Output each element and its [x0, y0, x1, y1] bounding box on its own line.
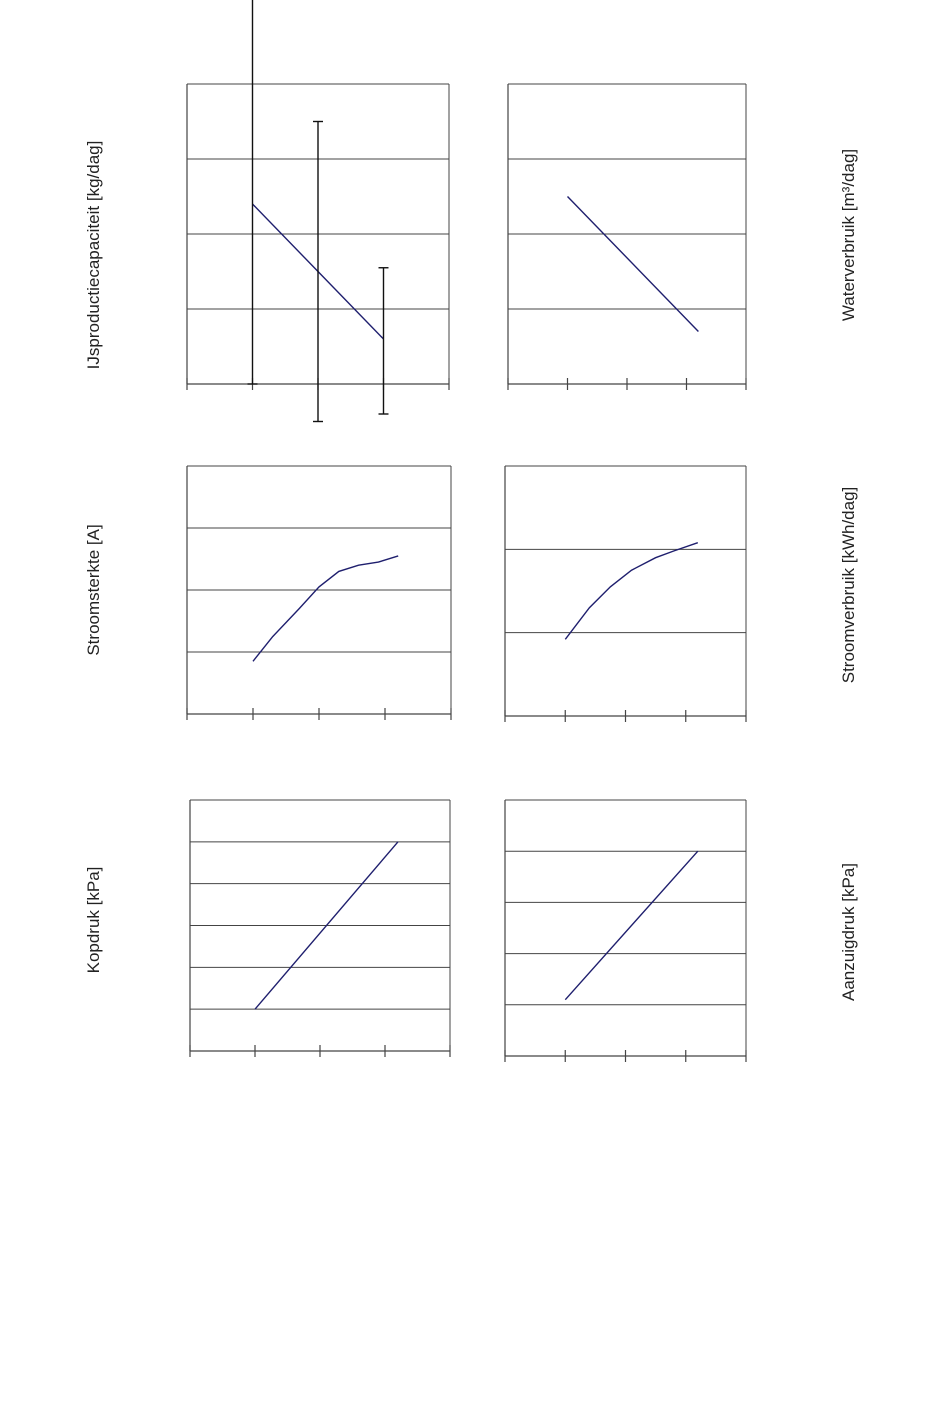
- ylabel-waterverbruik: Waterverbruik [m³/dag]: [839, 148, 858, 322]
- chart-stroomsterkte: [187, 466, 451, 720]
- ylabel-aanzuigdruk: Aanzuigdruk [kPa]: [839, 863, 858, 1001]
- chart-panels: [187, 0, 746, 1062]
- series-line-aanzuigdruk: [565, 851, 698, 1000]
- chart-ijsproductie: [187, 0, 449, 422]
- series-line-stroomsterkte: [253, 556, 398, 661]
- chart-kopdruk: [190, 800, 450, 1057]
- series-line-stroomverbruik: [565, 543, 698, 640]
- chart-aanzuigdruk: [505, 800, 746, 1062]
- ylabel-stroomverbruik: Stroomverbruik [kWh/dag]: [839, 486, 858, 684]
- ylabel-stroomsterkte: Stroomsterkte [A]: [84, 524, 103, 656]
- ylabel-ijsproductie: IJsproductiecapaciteit [kg/dag]: [84, 140, 103, 370]
- chart-stroomverbruik: [505, 466, 746, 722]
- chart-waterverbruik: [508, 84, 746, 390]
- series-line-waterverbruik: [568, 197, 699, 332]
- ylabel-kopdruk: Kopdruk [kPa]: [84, 866, 103, 974]
